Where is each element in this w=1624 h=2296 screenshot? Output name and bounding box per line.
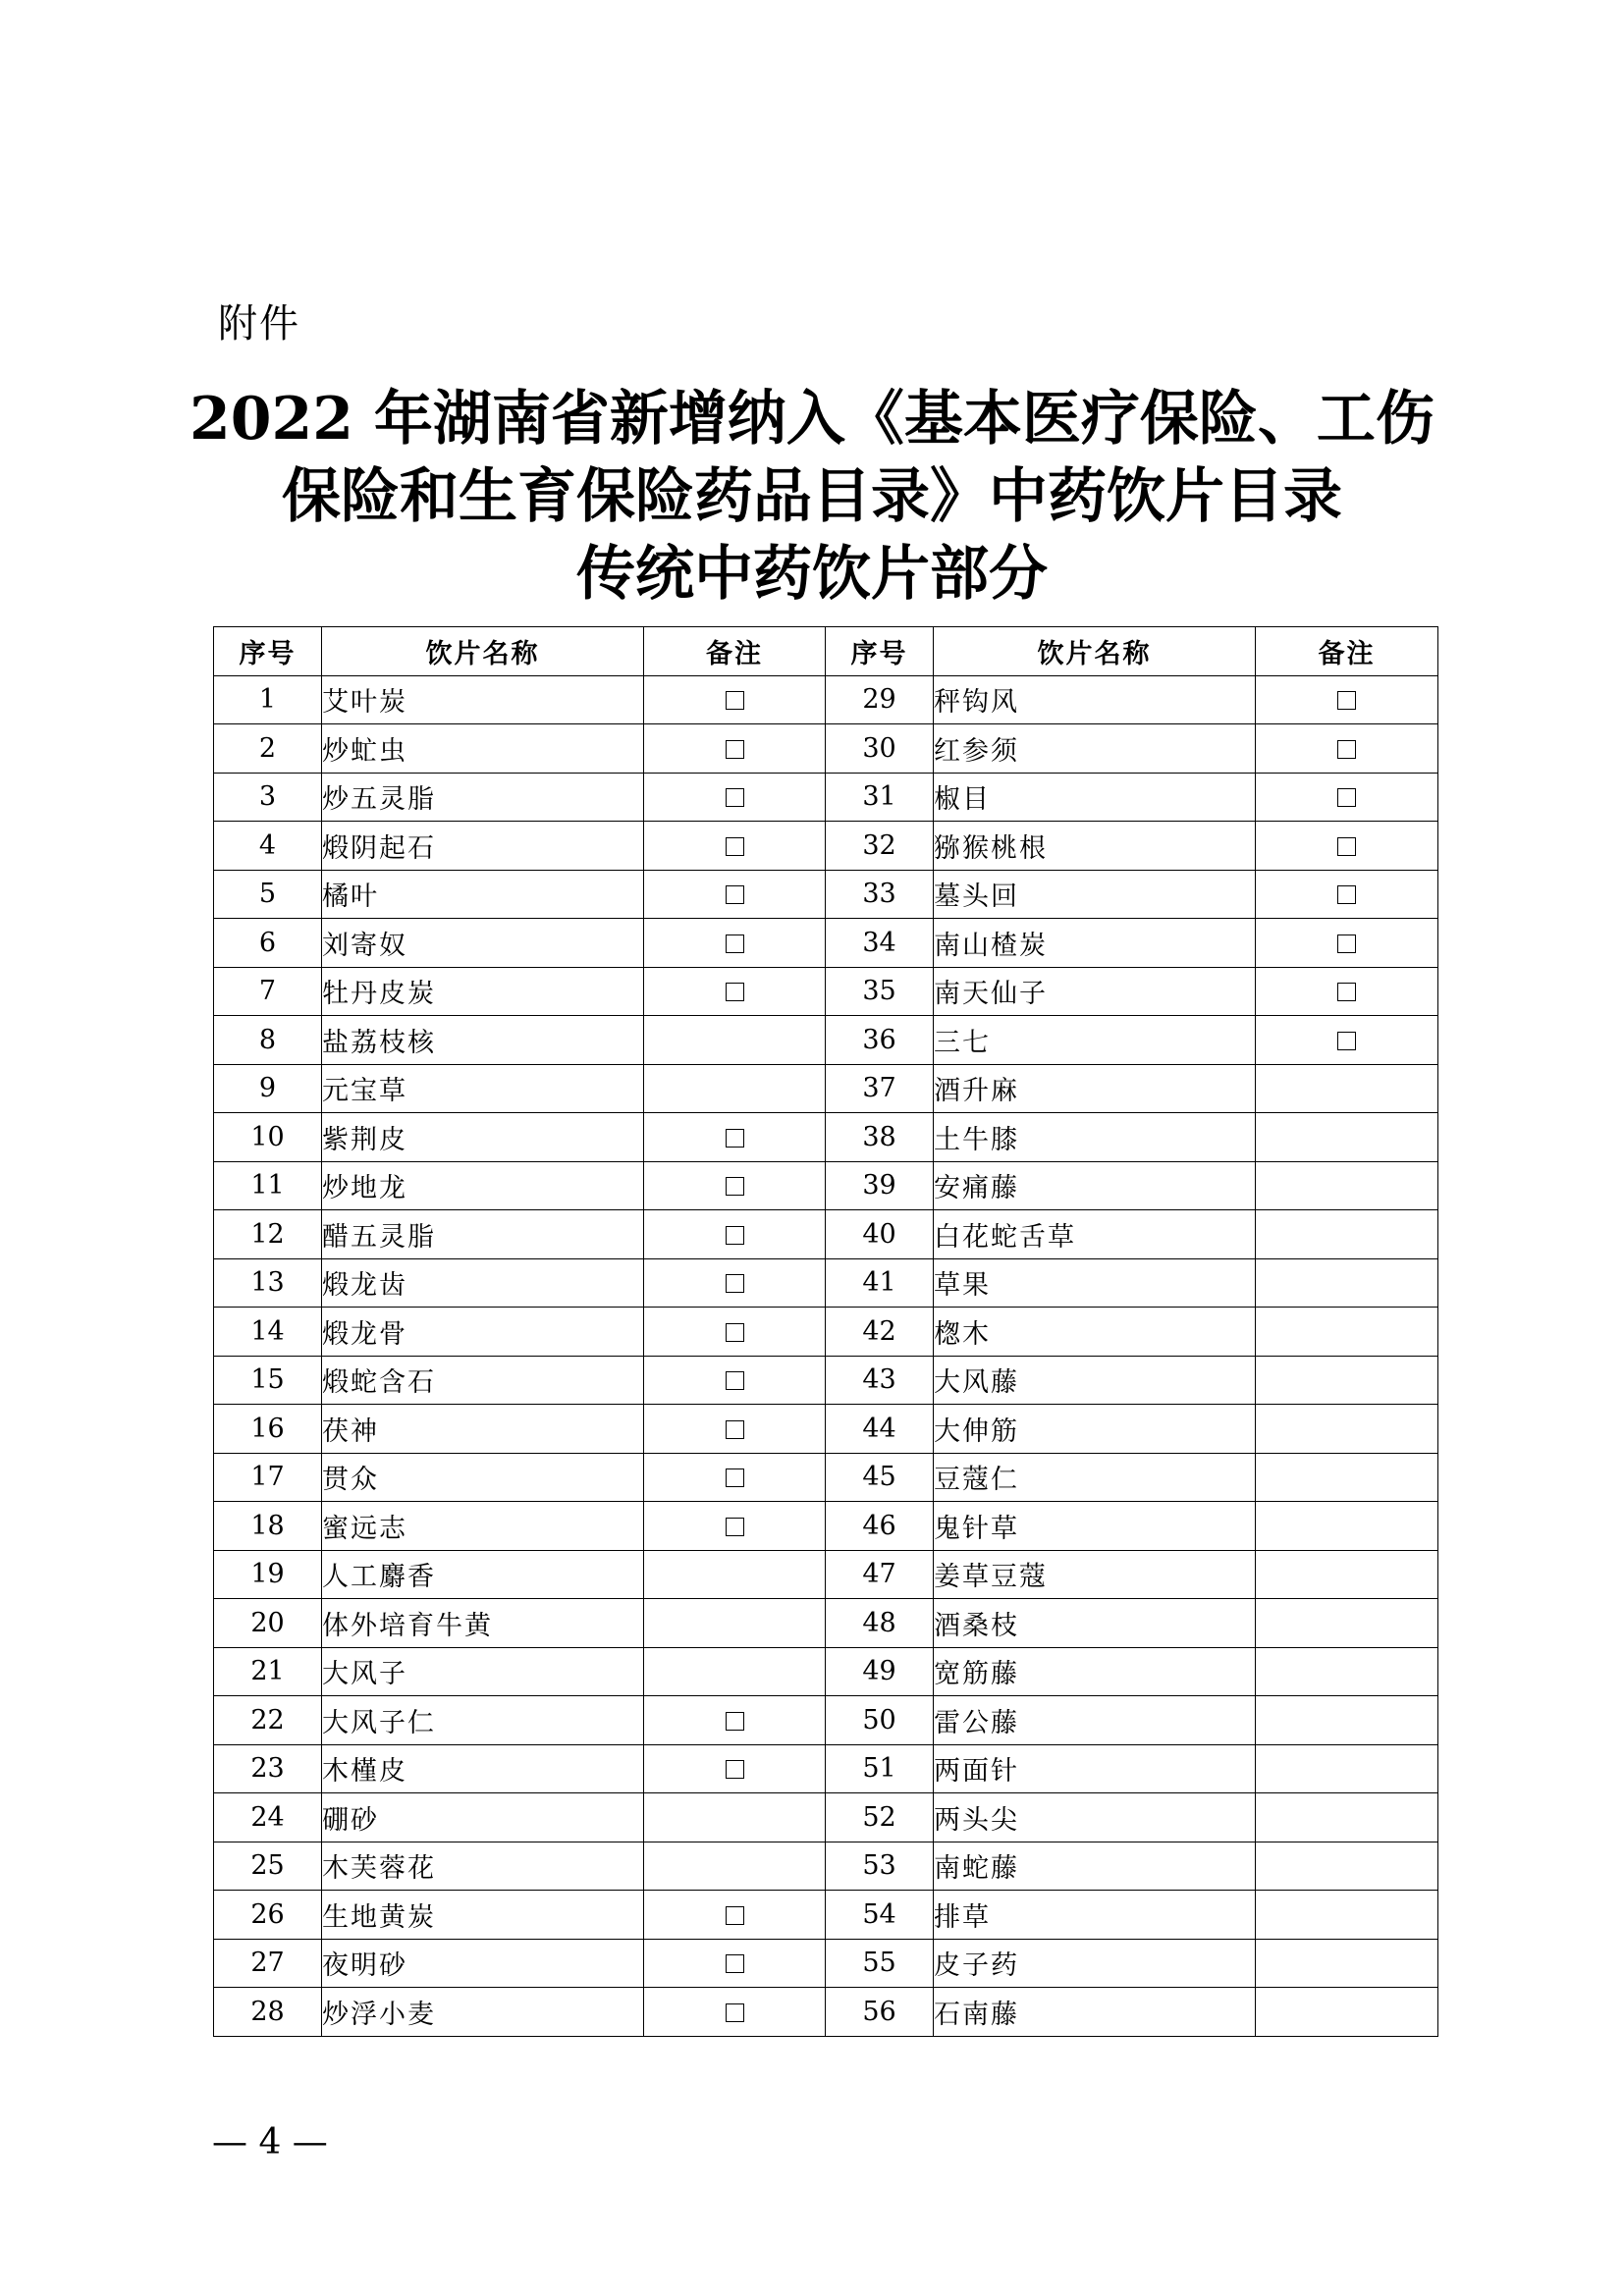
table-row <box>214 1210 1438 1259</box>
herb-name-right: 红参须 <box>934 724 1256 774</box>
table-header-row <box>214 627 1438 676</box>
serial-number-right: 41 <box>826 1258 934 1308</box>
herb-name-left: 煅龙骨 <box>322 1308 644 1357</box>
serial-number-left: 11 <box>214 1161 322 1210</box>
herb-name-left: 紫荆皮 <box>322 1113 644 1162</box>
checkbox-icon <box>726 934 744 953</box>
serial-number-left: 24 <box>214 1793 322 1842</box>
herbal-pieces-table <box>213 626 1438 2037</box>
checkbox-icon <box>726 1954 744 1973</box>
remark-cell-left <box>644 1793 826 1842</box>
remark-cell-right <box>1256 822 1438 871</box>
checkbox-icon <box>726 1906 744 1925</box>
remark-cell-left <box>644 1502 826 1551</box>
serial-number-left: 12 <box>214 1210 322 1259</box>
title-line-3: 传统中药饮片部分 <box>576 540 1048 609</box>
serial-number-right: 33 <box>826 870 934 919</box>
serial-number-left: 20 <box>214 1599 322 1648</box>
table-row <box>214 1016 1438 1065</box>
serial-number-left: 17 <box>214 1453 322 1502</box>
checkbox-icon <box>726 740 744 759</box>
serial-number-right: 30 <box>826 724 934 774</box>
herb-name-right: 猕猴桃根 <box>934 822 1256 871</box>
checkbox-icon <box>726 1177 744 1196</box>
herb-name-left: 炒虻虫 <box>322 724 644 774</box>
checkbox-icon <box>726 788 744 807</box>
checkbox-icon <box>1337 934 1356 953</box>
serial-number-left: 14 <box>214 1308 322 1357</box>
herb-name-right: 两面针 <box>934 1744 1256 1793</box>
table-row <box>214 1891 1438 1940</box>
herb-name-left: 炒地龙 <box>322 1161 644 1210</box>
checkbox-icon <box>726 2003 744 2022</box>
remark-cell-left <box>644 1453 826 1502</box>
remark-cell-left <box>644 1599 826 1648</box>
table-row <box>214 1842 1438 1891</box>
serial-number-right: 55 <box>826 1939 934 1988</box>
herb-name-left: 体外培育牛黄 <box>322 1599 644 1648</box>
serial-number-left: 5 <box>214 870 322 919</box>
table-row <box>214 1258 1438 1308</box>
herb-name-right: 南山楂炭 <box>934 919 1256 968</box>
herb-name-left: 醋五灵脂 <box>322 1210 644 1259</box>
title-line-1: 2022 年湖南省新增纳入《基本医疗保险、工伤 <box>189 385 1435 454</box>
serial-number-right: 46 <box>826 1502 934 1551</box>
remark-cell-left <box>644 1064 826 1113</box>
herb-name-left: 艾叶炭 <box>322 675 644 724</box>
serial-number-right: 48 <box>826 1599 934 1648</box>
herb-name-left: 煅阴起石 <box>322 822 644 871</box>
checkbox-icon <box>1337 740 1356 759</box>
herb-name-right: 秤钩风 <box>934 675 1256 724</box>
serial-number-left: 8 <box>214 1016 322 1065</box>
herb-name-right: 南天仙子 <box>934 967 1256 1016</box>
herb-name-left: 茯神 <box>322 1405 644 1454</box>
herb-name-left: 生地黄炭 <box>322 1891 644 1940</box>
remark-cell-left <box>644 1842 826 1891</box>
checkbox-icon <box>726 1760 744 1779</box>
herb-name-right: 宽筋藤 <box>934 1647 1256 1696</box>
herb-name-right: 草果 <box>934 1258 1256 1308</box>
remark-cell-right <box>1256 967 1438 1016</box>
herb-name-right: 鬼针草 <box>934 1502 1256 1551</box>
herb-name-right: 雷公藤 <box>934 1696 1256 1745</box>
remark-cell-right <box>1256 1064 1438 1113</box>
herb-name-left: 人工麝香 <box>322 1550 644 1599</box>
herb-name-right: 皮子药 <box>934 1939 1256 1988</box>
remark-cell-right <box>1256 1744 1438 1793</box>
remark-cell-right <box>1256 1308 1438 1357</box>
herb-name-left: 大风子 <box>322 1647 644 1696</box>
remark-cell-left <box>644 1258 826 1308</box>
serial-number-right: 49 <box>826 1647 934 1696</box>
remark-cell-right <box>1256 1842 1438 1891</box>
checkbox-icon <box>1337 691 1356 710</box>
serial-number-left: 22 <box>214 1696 322 1745</box>
herb-name-right: 酒桑枝 <box>934 1599 1256 1648</box>
remark-cell-left <box>644 1016 826 1065</box>
herb-name-left: 贯众 <box>322 1453 644 1502</box>
remark-cell-right <box>1256 1550 1438 1599</box>
serial-number-right: 35 <box>826 967 934 1016</box>
serial-number-left: 6 <box>214 919 322 968</box>
herb-name-right: 椒目 <box>934 773 1256 822</box>
remark-cell-left <box>644 1308 826 1357</box>
checkbox-icon <box>1337 983 1356 1001</box>
remark-cell-right <box>1256 1356 1438 1405</box>
checkbox-icon <box>726 1468 744 1487</box>
serial-number-right: 50 <box>826 1696 934 1745</box>
remark-cell-right <box>1256 1696 1438 1745</box>
remark-cell-left <box>644 1210 826 1259</box>
serial-number-left: 7 <box>214 967 322 1016</box>
remark-cell-right <box>1256 1502 1438 1551</box>
table-row <box>214 1647 1438 1696</box>
table-row <box>214 724 1438 774</box>
herb-name-left: 炒浮小麦 <box>322 1988 644 2037</box>
checkbox-icon <box>1337 885 1356 904</box>
table-row <box>214 1939 1438 1988</box>
herb-name-left: 蜜远志 <box>322 1502 644 1551</box>
serial-number-right: 31 <box>826 773 934 822</box>
serial-number-right: 42 <box>826 1308 934 1357</box>
serial-number-right: 29 <box>826 675 934 724</box>
serial-number-left: 15 <box>214 1356 322 1405</box>
herb-name-left: 夜明砂 <box>322 1939 644 1988</box>
checkbox-icon <box>726 837 744 856</box>
checkbox-icon <box>726 1129 744 1148</box>
table-row <box>214 919 1438 968</box>
serial-number-left: 16 <box>214 1405 322 1454</box>
herb-name-left: 橘叶 <box>322 870 644 919</box>
herb-name-right: 大风藤 <box>934 1356 1256 1405</box>
serial-number-right: 45 <box>826 1453 934 1502</box>
serial-number-left: 19 <box>214 1550 322 1599</box>
remark-cell-right <box>1256 1258 1438 1308</box>
header-name-left: 饮片名称 <box>322 627 644 676</box>
serial-number-left: 27 <box>214 1939 322 1988</box>
table-row <box>214 1064 1438 1113</box>
remark-cell-left <box>644 870 826 919</box>
remark-cell-left <box>644 1696 826 1745</box>
table-row <box>214 870 1438 919</box>
title-line-2: 保险和生育保险药品目录》中药饮片目录 <box>282 462 1342 531</box>
herb-name-right: 排草 <box>934 1891 1256 1940</box>
serial-number-right: 37 <box>826 1064 934 1113</box>
remark-cell-left <box>644 1939 826 1988</box>
checkbox-icon <box>726 885 744 904</box>
herb-name-left: 煅龙齿 <box>322 1258 644 1308</box>
table-row <box>214 1550 1438 1599</box>
serial-number-right: 39 <box>826 1161 934 1210</box>
remark-cell-right <box>1256 675 1438 724</box>
serial-number-right: 34 <box>826 919 934 968</box>
serial-number-left: 13 <box>214 1258 322 1308</box>
checkbox-icon <box>726 1226 744 1245</box>
herb-name-right: 墓头回 <box>934 870 1256 919</box>
remark-cell-left <box>644 919 826 968</box>
remark-cell-right <box>1256 870 1438 919</box>
serial-number-left: 23 <box>214 1744 322 1793</box>
remark-cell-right <box>1256 1939 1438 1988</box>
checkbox-icon <box>726 1420 744 1439</box>
remark-cell-left <box>644 773 826 822</box>
table-row <box>214 773 1438 822</box>
table-row <box>214 1502 1438 1551</box>
remark-cell-left <box>644 1647 826 1696</box>
herb-name-left: 大风子仁 <box>322 1696 644 1745</box>
serial-number-left: 18 <box>214 1502 322 1551</box>
remark-cell-right <box>1256 1113 1438 1162</box>
serial-number-right: 36 <box>826 1016 934 1065</box>
table-row <box>214 822 1438 871</box>
herb-name-left: 煅蛇含石 <box>322 1356 644 1405</box>
herb-name-right: 楤木 <box>934 1308 1256 1357</box>
checkbox-icon <box>726 1323 744 1342</box>
checkbox-icon <box>726 1518 744 1536</box>
herb-name-left: 木芙蓉花 <box>322 1842 644 1891</box>
table-row <box>214 1599 1438 1648</box>
remark-cell-left <box>644 1550 826 1599</box>
herb-name-left: 元宝草 <box>322 1064 644 1113</box>
herb-name-left: 木槿皮 <box>322 1744 644 1793</box>
herb-name-left: 刘寄奴 <box>322 919 644 968</box>
serial-number-left: 21 <box>214 1647 322 1696</box>
header-remark-right: 备注 <box>1256 627 1438 676</box>
serial-number-left: 25 <box>214 1842 322 1891</box>
herb-name-right: 两头尖 <box>934 1793 1256 1842</box>
checkbox-icon <box>726 1712 744 1731</box>
serial-number-left: 10 <box>214 1113 322 1162</box>
herb-name-right: 姜草豆蔻 <box>934 1550 1256 1599</box>
header-remark-left: 备注 <box>644 627 826 676</box>
checkbox-icon <box>726 1274 744 1293</box>
herb-name-right: 豆蔻仁 <box>934 1453 1256 1502</box>
remark-cell-left <box>644 724 826 774</box>
remark-cell-left <box>644 822 826 871</box>
serial-number-right: 52 <box>826 1793 934 1842</box>
remark-cell-right <box>1256 1793 1438 1842</box>
table-row <box>214 1161 1438 1210</box>
remark-cell-right <box>1256 1988 1438 2037</box>
header-serial-left: 序号 <box>214 627 322 676</box>
document-title <box>177 381 1447 614</box>
remark-cell-right <box>1256 1016 1438 1065</box>
herb-name-left: 炒五灵脂 <box>322 773 644 822</box>
herb-name-right: 大伸筋 <box>934 1405 1256 1454</box>
herb-name-right: 白花蛇舌草 <box>934 1210 1256 1259</box>
serial-number-right: 51 <box>826 1744 934 1793</box>
table-row <box>214 1793 1438 1842</box>
table-row <box>214 967 1438 1016</box>
table-row <box>214 1405 1438 1454</box>
remark-cell-right <box>1256 919 1438 968</box>
serial-number-left: 3 <box>214 773 322 822</box>
serial-number-left: 2 <box>214 724 322 774</box>
table-row <box>214 1113 1438 1162</box>
herb-name-left: 硼砂 <box>322 1793 644 1842</box>
table-body <box>214 675 1438 2036</box>
remark-cell-left <box>644 1113 826 1162</box>
herb-name-right: 土牛膝 <box>934 1113 1256 1162</box>
checkbox-icon <box>1337 837 1356 856</box>
serial-number-left: 4 <box>214 822 322 871</box>
herb-name-right: 三七 <box>934 1016 1256 1065</box>
remark-cell-right <box>1256 724 1438 774</box>
remark-cell-right <box>1256 1599 1438 1648</box>
table-row <box>214 675 1438 724</box>
remark-cell-left <box>644 1891 826 1940</box>
serial-number-right: 38 <box>826 1113 934 1162</box>
remark-cell-left <box>644 1744 826 1793</box>
checkbox-icon <box>1337 1032 1356 1050</box>
serial-number-right: 44 <box>826 1405 934 1454</box>
serial-number-right: 32 <box>826 822 934 871</box>
serial-number-right: 43 <box>826 1356 934 1405</box>
remark-cell-left <box>644 1356 826 1405</box>
herb-name-right: 南蛇藤 <box>934 1842 1256 1891</box>
remark-cell-left <box>644 967 826 1016</box>
remark-cell-left <box>644 675 826 724</box>
serial-number-right: 53 <box>826 1842 934 1891</box>
serial-number-right: 54 <box>826 1891 934 1940</box>
remark-cell-right <box>1256 1647 1438 1696</box>
table-row <box>214 1744 1438 1793</box>
remark-cell-left <box>644 1161 826 1210</box>
serial-number-left: 9 <box>214 1064 322 1113</box>
remark-cell-right <box>1256 1161 1438 1210</box>
serial-number-left: 1 <box>214 675 322 724</box>
checkbox-icon <box>726 983 744 1001</box>
table-row <box>214 1696 1438 1745</box>
herb-name-right: 酒升麻 <box>934 1064 1256 1113</box>
serial-number-right: 40 <box>826 1210 934 1259</box>
checkbox-icon <box>726 691 744 710</box>
table-row <box>214 1453 1438 1502</box>
remark-cell-right <box>1256 1210 1438 1259</box>
table-row <box>214 1308 1438 1357</box>
checkbox-icon <box>1337 788 1356 807</box>
remark-cell-right <box>1256 1891 1438 1940</box>
herb-name-left: 盐荔枝核 <box>322 1016 644 1065</box>
table-row <box>214 1988 1438 2037</box>
page-number: — 4 — <box>212 2122 328 2163</box>
herb-name-right: 石南藤 <box>934 1988 1256 2037</box>
remark-cell-left <box>644 1988 826 2037</box>
remark-cell-right <box>1256 773 1438 822</box>
serial-number-left: 26 <box>214 1891 322 1940</box>
herb-name-left: 牡丹皮炭 <box>322 967 644 1016</box>
attachment-label: 附件 <box>218 301 300 347</box>
remark-cell-left <box>644 1405 826 1454</box>
serial-number-right: 47 <box>826 1550 934 1599</box>
herb-name-right: 安痛藤 <box>934 1161 1256 1210</box>
checkbox-icon <box>726 1371 744 1390</box>
header-serial-right: 序号 <box>826 627 934 676</box>
header-name-right: 饮片名称 <box>934 627 1256 676</box>
serial-number-right: 56 <box>826 1988 934 2037</box>
remark-cell-right <box>1256 1453 1438 1502</box>
serial-number-left: 28 <box>214 1988 322 2037</box>
remark-cell-right <box>1256 1405 1438 1454</box>
table-row <box>214 1356 1438 1405</box>
